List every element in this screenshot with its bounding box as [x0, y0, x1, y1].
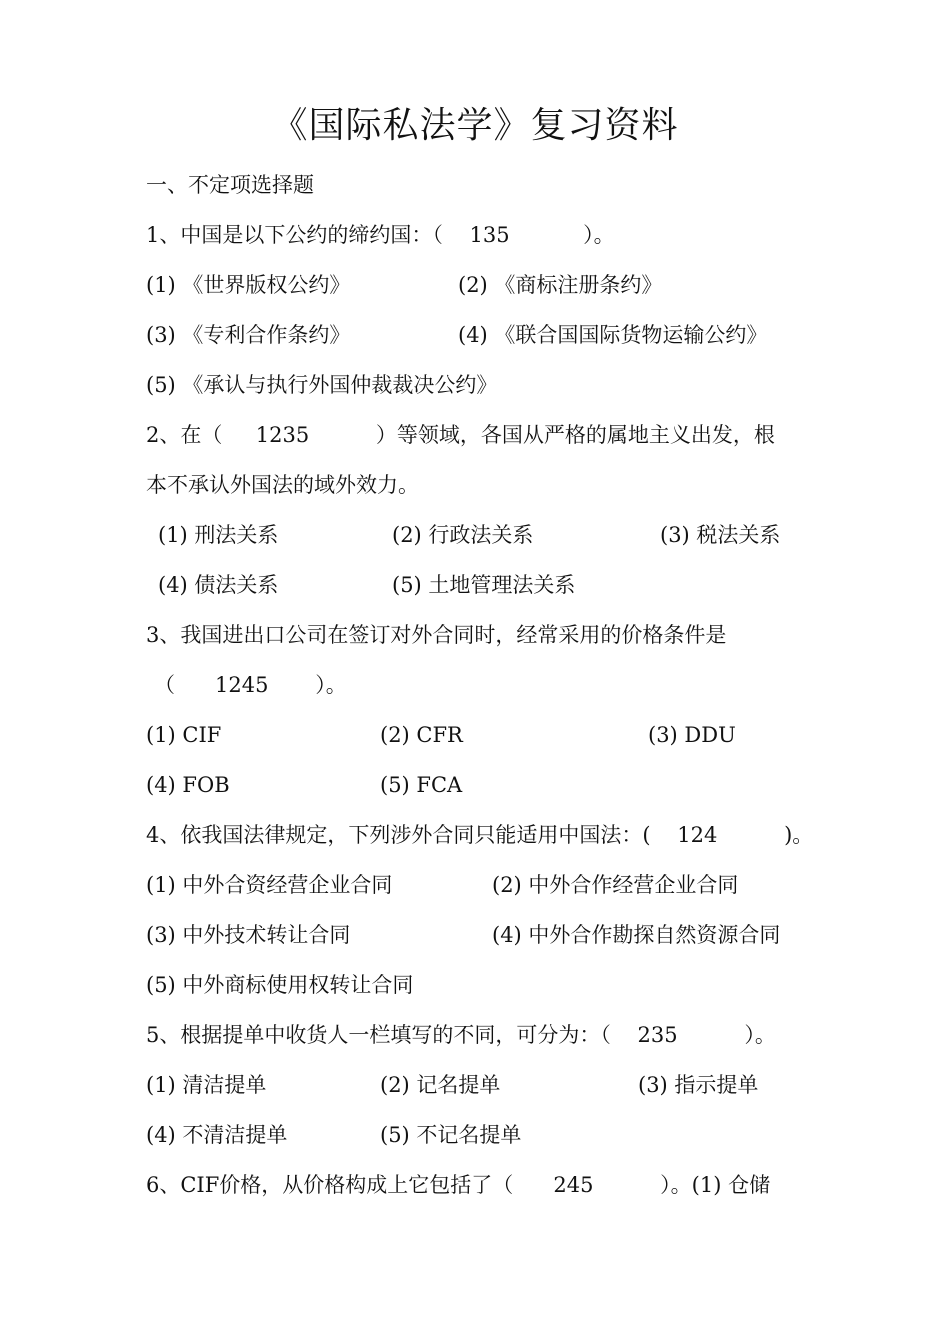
q5-option-1: (1) 清洁提单 [146, 1073, 267, 1097]
question-2-stem-line-1: 2、在（ 1235 ）等领域，各国从严格的属地主义出发，根 [146, 423, 775, 447]
question-1-stem: 1、中国是以下公约的缔约国：（ 135 ）。 [146, 223, 615, 247]
q2-option-1: (1) 刑法关系 [158, 523, 279, 547]
question-3-stem-line-1: 3、我国进出口公司在签订对外合同时，经常采用的价格条件是 [146, 623, 727, 647]
q2-option-2: (2) 行政法关系 [392, 523, 534, 547]
q4-option-3: (3) 中外技术转让合同 [146, 923, 351, 947]
q2-option-4: (4) 债法关系 [158, 573, 279, 597]
q4-option-1: (1) 中外合资经营企业合同 [146, 873, 393, 897]
q2-option-5: (5) 土地管理法关系 [392, 573, 576, 597]
q1-option-2: (2) 《商标注册条约》 [458, 273, 663, 297]
question-6-stem: 6、CIF价格，从价格构成上它包括了（ 245 ）。(1) 仓储 [146, 1173, 771, 1197]
q4-option-5: (5) 中外商标使用权转让合同 [146, 973, 414, 997]
q1-option-1: (1) 《世界版权公约》 [146, 273, 351, 297]
q5-option-2: (2) 记名提单 [380, 1073, 501, 1097]
q1-option-5: (5) 《承认与执行外国仲裁裁决公约》 [146, 373, 498, 397]
q1-option-3: (3) 《专利合作条约》 [146, 323, 351, 347]
q1-option-4: (4) 《联合国国际货物运输公约》 [458, 323, 768, 347]
q5-option-5: (5) 不记名提单 [380, 1123, 522, 1147]
q4-option-4: (4) 中外合作勘探自然资源合同 [492, 923, 781, 947]
q5-option-3: (3) 指示提单 [638, 1073, 759, 1097]
q3-option-2: (2) CFR [380, 723, 463, 747]
q3-option-5: (5) FCA [380, 773, 463, 797]
question-2-stem-line-2: 本不承认外国法的域外效力。 [146, 473, 419, 497]
q2-option-3: (3) 税法关系 [660, 523, 781, 547]
q3-option-1: (1) CIF [146, 723, 222, 747]
q5-option-4: (4) 不清洁提单 [146, 1123, 288, 1147]
question-3-stem-line-2: （ 1245 ）。 [154, 673, 347, 697]
section-heading: 一、不定项选择题 [146, 173, 314, 197]
q3-option-3: (3) DDU [648, 723, 736, 747]
q3-option-4: (4) FOB [146, 773, 230, 797]
question-4-stem: 4、依我国法律规定，下列涉外合同只能适用中国法：( 124 )。 [146, 823, 814, 847]
question-5-stem: 5、根据提单中收货人一栏填写的不同，可分为：（ 235 ）。 [146, 1023, 776, 1047]
document-title: 《国际私法学》复习资料 [271, 105, 679, 146]
q4-option-2: (2) 中外合作经营企业合同 [492, 873, 739, 897]
